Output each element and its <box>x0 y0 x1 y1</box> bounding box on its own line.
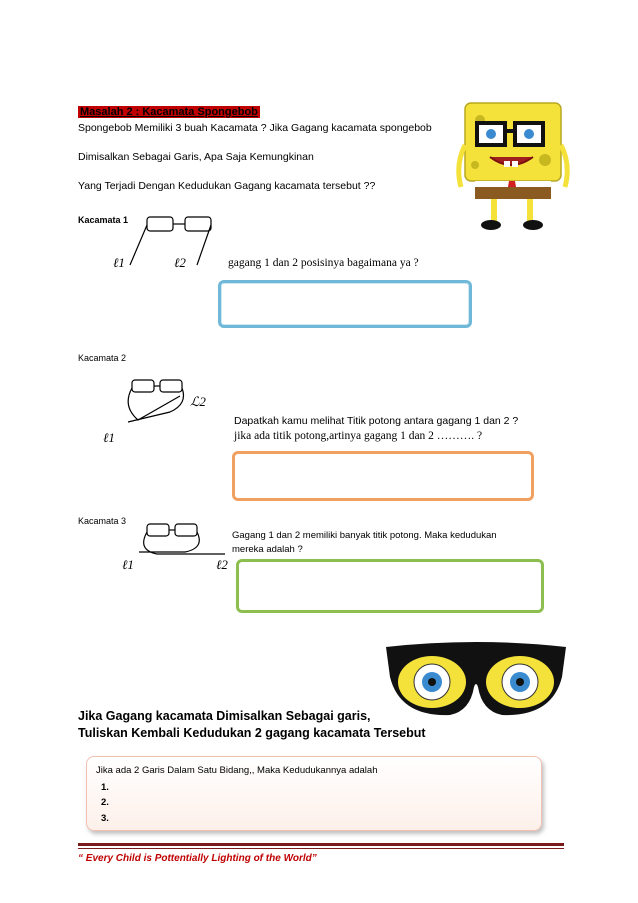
kacamata-2-question-2: jika ada titik potong,artinya gagang 1 dan 2 ………. ? <box>234 430 483 442</box>
kacamata-3-question-1: Gagang 1 dan 2 memiliki banyak titik potong. Maka kedudukan <box>232 530 497 541</box>
kacamata-2-label: Kacamata 2 <box>78 353 127 363</box>
kacamata-3-l2: ℓ2 <box>216 557 228 572</box>
kacamata-2-diagram <box>118 378 198 428</box>
conclusion-line-1: Jika Gagang kacamata Dimisalkan Sebagai garis, <box>78 709 371 723</box>
kacamata-1-diagram <box>125 215 220 270</box>
title-text: Masalah 2 : Kacamata Spongebob <box>80 106 258 118</box>
kacamata-2-answer-box[interactable] <box>232 451 534 501</box>
spongebob-image <box>455 95 573 235</box>
kacamata-1-label: Kacamata 1 <box>78 215 129 225</box>
intro-line-2: Dimisalkan Sebagai Garis, Apa Saja Kemungkinan <box>78 151 314 163</box>
kacamata-1-l2: ℓ2 <box>174 255 186 270</box>
kacamata-3-diagram <box>135 522 230 562</box>
kacamata-1-l1: ℓ1 <box>113 255 125 270</box>
conclusion-box-intro: Jika ada 2 Garis Dalam Satu Bidang,, Maka Kedudukannya adalah <box>96 765 378 776</box>
kacamata-1-question: gagang 1 dan 2 posisinya bagaimana ya ? <box>228 257 419 269</box>
kacamata-2-l2: ℒ2 <box>190 394 206 409</box>
conclusion-line-2: Tuliskan Kembali Kedudukan 2 gagang kacamata Tersebut <box>78 726 426 740</box>
kacamata-3-l1: ℓ1 <box>122 557 134 572</box>
intro-line-1: Spongebob Memiliki 3 buah Kacamata ? Jika Gagang kacamata spongebob <box>78 122 432 134</box>
spongebob-glasses-image <box>382 637 570 722</box>
kacamata-1-answer-box[interactable] <box>218 280 472 328</box>
kacamata-3-question-2: mereka adalah ? <box>232 544 303 555</box>
kacamata-3-label: Kacamata 3 <box>78 516 127 526</box>
kacamata-3-answer-box[interactable] <box>236 559 544 613</box>
kacamata-2-question-1: Dapatkah kamu melihat Titik potong antara gagang 1 dan 2 ? <box>234 415 519 427</box>
page-title <box>78 102 260 120</box>
intro-line-3: Yang Terjadi Dengan Kedudukan Gagang kacamata tersebut ?? <box>78 180 376 192</box>
kacamata-2-l1: ℓ1 <box>103 430 115 445</box>
conclusion-answer-box[interactable] <box>86 756 542 831</box>
footer-divider-thin <box>78 848 564 849</box>
conclusion-item-2: 2. <box>101 797 109 808</box>
conclusion-item-3: 3. <box>101 813 109 824</box>
footer-divider-thick <box>78 843 564 846</box>
conclusion-item-1: 1. <box>101 782 109 793</box>
footer-quote: “ Every Child is Pottentially Lighting of the World” <box>78 853 317 864</box>
